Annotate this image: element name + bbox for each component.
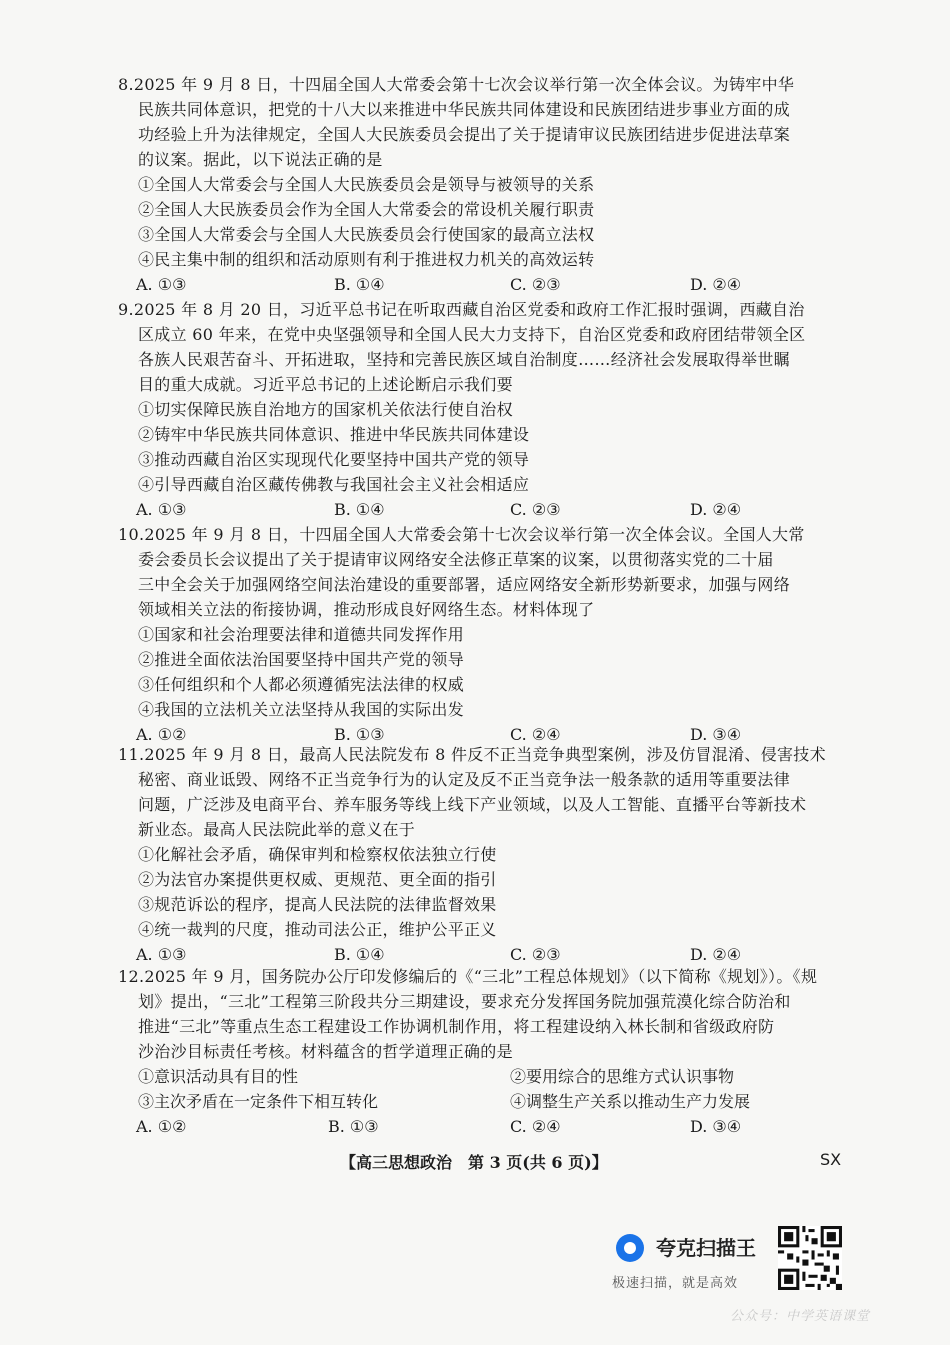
statement-option: ②推进全面依法治国要坚持中国共产党的领导 [138, 650, 465, 669]
question-stem-line: 推进“三北”等重点生态工程建设工作协调机制作用，将工程建设纳入林长制和省级政府防 [138, 1017, 775, 1036]
choice-d: D. ②④ [690, 500, 742, 519]
question-stem-line: 划》提出，“三北”工程第三阶段共分三期建设，要求充分发挥国务院加强荒漠化综合防治和 [138, 992, 791, 1011]
statement-option: ③主次矛盾在一定条件下相互转化 [138, 1092, 379, 1111]
choice-d: D. ③④ [690, 1117, 742, 1136]
answer-choices [118, 272, 878, 297]
choice-b: B. ①③ [328, 1117, 379, 1136]
choice-b: B. ①④ [334, 500, 385, 519]
footer-page-info: 【高三思想政治 第 3 页(共 6 页)】 [340, 1153, 608, 1172]
statement-option: ④引导西藏自治区藏传佛教与我国社会主义社会相适应 [138, 475, 530, 494]
question-stem-line: 11.2025 年 9 月 8 日，最高人民法院发布 8 件反不正当竞争典型案例，涉及仿冒混淆、侵害技术 [118, 745, 826, 764]
page-footer [0, 1150, 950, 1176]
scanner-logo-icon [616, 1234, 644, 1262]
choice-b: B. ①④ [334, 945, 385, 964]
statement-option: ②全国人大民族委员会作为全国人大常委会的常设机关履行职责 [138, 200, 595, 219]
statement-option: ④民主集中制的组织和活动原则有利于推进权力机关的高效运转 [138, 250, 595, 269]
question-stem-line: 各族人民艰苦奋斗、开拓进取，坚持和完善民族区域自治制度……经济社会发展取得举世瞩 [138, 350, 791, 369]
statement-option-row [118, 1089, 878, 1114]
choice-d: D. ②④ [690, 945, 742, 964]
question-stem-line: 新业态。最高人民法院此举的意义在于 [138, 820, 416, 839]
question-12 [118, 964, 878, 1139]
statement-option: ①化解社会矛盾，确保审判和检察权依法独立行使 [138, 845, 497, 864]
question-stem-line: 12.2025 年 9 月，国务院办公厅印发修编后的《“三北”工程总体规划》（以下简称《规划》）。《规 [118, 967, 818, 986]
choice-c: C. ②③ [510, 275, 561, 294]
footer-code: SX [820, 1150, 842, 1169]
choice-a: A. ①② [136, 725, 187, 744]
scanner-app-name: 夸克扫描王 [656, 1236, 756, 1260]
question-stem-line: 问题，广泛涉及电商平台、养车服务等线上线下产业领域，以及人工智能、直播平台等新技术 [138, 795, 807, 814]
statement-option: ①全国人大常委会与全国人大民族委员会是领导与被领导的关系 [138, 175, 595, 194]
choice-d: D. ③④ [690, 725, 742, 744]
question-11 [118, 742, 878, 967]
statement-option: ②为法官办案提供更权威、更规范、更全面的指引 [138, 870, 497, 889]
question-10 [118, 522, 878, 747]
question-9 [118, 297, 878, 522]
question-stem-line: 领域相关立法的衔接协调，推动形成良好网络生态。材料体现了 [138, 600, 595, 619]
question-stem-line: 目的重大成就。习近平总书记的上述论断启示我们要 [138, 375, 513, 394]
choice-a: A. ①③ [136, 945, 187, 964]
choice-c: C. ②③ [510, 500, 561, 519]
scanner-slogan: 极速扫描，就是高效 [612, 1276, 739, 1291]
question-stem-line: 委会委员长会议提出了关于提请审议网络安全法修正草案的议案，以贯彻落实党的二十届 [138, 550, 774, 569]
qr-code-icon [778, 1226, 842, 1290]
statement-option: ②铸牢中华民族共同体意识、推进中华民族共同体建设 [138, 425, 530, 444]
answer-choices [118, 497, 878, 522]
watermark-text: 公众号：中学英语课堂 [730, 1309, 871, 1324]
question-stem-line: 的议案。据此，以下说法正确的是 [138, 150, 383, 169]
choice-b: B. ①③ [334, 725, 385, 744]
choice-c: C. ②④ [510, 725, 561, 744]
statement-option: ①国家和社会治理要法律和道德共同发挥作用 [138, 625, 465, 644]
question-stem-line: 10.2025 年 9 月 8 日，十四届全国人大常委会第十七次会议举行第一次全体会议。全国人大常 [118, 525, 805, 544]
question-stem-line: 区成立 60 年来，在党中央坚强领导和全国人民大力支持下，自治区党委和政府团结带领全区 [138, 325, 806, 344]
choice-a: A. ①③ [136, 500, 187, 519]
statement-option: ④我国的立法机关立法坚持从我国的实际出发 [138, 700, 465, 719]
statement-option: ④调整生产关系以推动生产力发展 [510, 1092, 751, 1111]
statement-option: ③全国人大常委会与全国人大民族委员会行使国家的最高立法权 [138, 225, 595, 244]
question-8 [118, 72, 878, 297]
choice-a: A. ①② [136, 1117, 187, 1136]
statement-option-row [118, 1064, 878, 1089]
choice-a: A. ①③ [136, 275, 187, 294]
statement-option: ③推动西藏自治区实现现代化要坚持中国共产党的领导 [138, 450, 530, 469]
statement-option: ②要用综合的思维方式认识事物 [510, 1067, 735, 1086]
statement-option: ④统一裁判的尺度，推动司法公正，维护公平正义 [138, 920, 497, 939]
statement-option: ③规范诉讼的程序，提高人民法院的法律监督效果 [138, 895, 497, 914]
statement-option: ①切实保障民族自治地方的国家机关依法行使自治权 [138, 400, 513, 419]
question-stem-line: 功经验上升为法律规定，全国人大民族委员会提出了关于提请审议民族团结进步促进法草案 [138, 125, 791, 144]
answer-choices [118, 1114, 878, 1139]
question-stem-line: 8.2025 年 9 月 8 日，十四届全国人大常委会第十七次会议举行第一次全体会议。为铸牢中华 [118, 75, 795, 94]
question-stem-line: 沙治沙目标责任考核。材料蕴含的哲学道理正确的是 [138, 1042, 513, 1061]
question-stem-line: 秘密、商业诋毁、网络不正当竞争行为的认定及反不正当竞争法一般条款的适用等重要法律 [138, 770, 791, 789]
choice-c: C. ②④ [510, 1117, 561, 1136]
question-stem-line: 民族共同体意识，把党的十八大以来推进中华民族共同体建设和民族团结进步事业方面的成 [138, 100, 791, 119]
statement-option: ①意识活动具有目的性 [138, 1067, 299, 1086]
question-stem-line: 9.2025 年 8 月 20 日，习近平总书记在听取西藏自治区党委和政府工作汇报时强调，西藏自治 [118, 300, 805, 319]
choice-c: C. ②③ [510, 945, 561, 964]
statement-option: ③任何组织和个人都必须遵循宪法法律的权威 [138, 675, 465, 694]
choice-b: B. ①④ [334, 275, 385, 294]
choice-d: D. ②④ [690, 275, 742, 294]
question-stem-line: 三中全会关于加强网络空间法治建设的重要部署，适应网络安全新形势新要求，加强与网络 [138, 575, 791, 594]
